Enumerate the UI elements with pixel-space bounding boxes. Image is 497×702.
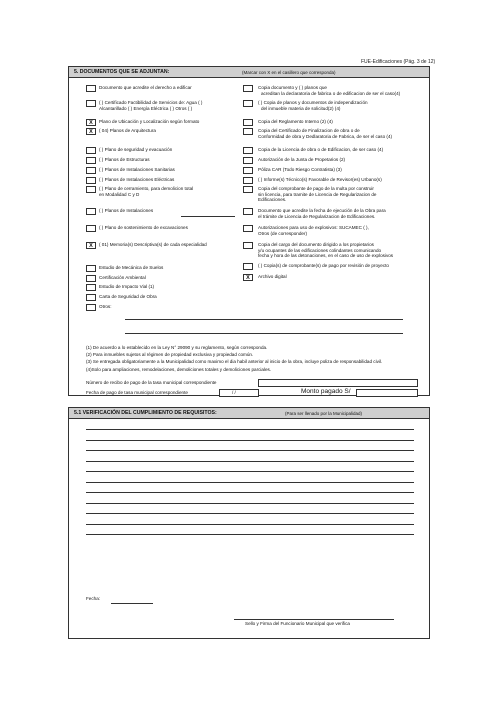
right-item-label: Copia del comprobante de pago de la multa por construir bbox=[258, 186, 374, 191]
right-checkbox[interactable] bbox=[243, 157, 253, 164]
right-checkbox[interactable] bbox=[243, 177, 253, 184]
footnote: (1) De acuerdo a lo establecido en la Ley N° 29090 y su reglamento, según corresponda. bbox=[86, 345, 268, 350]
left-checkbox[interactable] bbox=[86, 294, 96, 301]
left-item-label: ( 01) Memoria(s) Descriptiva(s) de cada especialidad bbox=[99, 242, 207, 247]
verification-line[interactable] bbox=[86, 429, 414, 430]
otros-line-1 bbox=[125, 319, 403, 320]
left-checkbox[interactable] bbox=[86, 275, 96, 282]
right-item-label: Documento que acredite la fecha de ejecución de la Obra para bbox=[258, 208, 386, 213]
section-5-documents bbox=[68, 66, 430, 396]
left-item-label: Estudio de Mecánica de Suelos bbox=[99, 265, 164, 270]
left-checkbox[interactable] bbox=[86, 225, 96, 232]
left-item-label: Alcantarillado ( ) Energía Eléctrica ( ) Otros ( ) bbox=[99, 105, 193, 111]
right-item-label: Autorizaciones para uso de explosivos: SUCAMEC ( ), bbox=[258, 225, 369, 230]
verification-line[interactable] bbox=[86, 440, 414, 441]
verification-line[interactable] bbox=[86, 503, 414, 504]
signature-line[interactable] bbox=[234, 619, 394, 620]
verification-line[interactable] bbox=[86, 513, 414, 514]
left-item-label: ( 04) Planos de Arquitectura bbox=[99, 128, 156, 133]
left-item-label: en Modalidad C y D bbox=[99, 191, 140, 197]
verification-line[interactable] bbox=[86, 450, 414, 451]
left-item-label: Certificación Ambiental bbox=[99, 275, 146, 280]
left-checkbox[interactable] bbox=[86, 265, 96, 272]
left-checkbox[interactable] bbox=[86, 304, 96, 311]
right-item-label: Copia del Certificado de Finalizacion de obra o de bbox=[258, 128, 360, 133]
right-checkbox[interactable] bbox=[243, 100, 253, 107]
fecha-line[interactable] bbox=[111, 603, 153, 604]
right-item-label: Copia del Reglamento Interno (2) (4) bbox=[258, 119, 333, 124]
verification-line[interactable] bbox=[86, 534, 414, 535]
right-item-label: sin licencia, para tramite de Licencia de Regularizacion de bbox=[258, 191, 377, 197]
payment-date-field[interactable] bbox=[219, 389, 259, 397]
right-checkbox[interactable] bbox=[243, 128, 253, 135]
payment-date-value: / / bbox=[232, 390, 236, 395]
left-item-label: Estudio de Impacto Vial (1) bbox=[99, 284, 155, 289]
right-item-label: Archivo digital bbox=[258, 274, 287, 279]
right-item-label: Conformidad de obra y Dedlaratoria de Fabrica, de ser el caso (4) bbox=[258, 133, 393, 139]
right-item-label: Copia de la Licencia de obra o de Edificacion, de ser caso (4) bbox=[258, 147, 384, 152]
right-checkbox[interactable] bbox=[243, 85, 253, 92]
left-item-label: ( ) Planos de Instalaciones bbox=[99, 208, 154, 213]
payment-date-label: Fecha de pago de tasa municipal correspondiente bbox=[86, 390, 188, 395]
page-label: FUE-Edificaciones (Pág. 3 de 12) bbox=[361, 59, 436, 65]
left-item-label: Otros: bbox=[99, 304, 112, 309]
section-5-1-header bbox=[69, 408, 429, 419]
right-checkbox[interactable]: X bbox=[243, 274, 253, 281]
left-item-label: Carta de Seguridad de Obra bbox=[99, 294, 157, 299]
verification-line[interactable] bbox=[86, 492, 414, 493]
verification-line[interactable] bbox=[86, 471, 414, 472]
left-checkbox[interactable] bbox=[86, 100, 96, 107]
left-item-label: Plano de Ubicación y Localización según formato bbox=[99, 119, 200, 124]
right-checkbox[interactable] bbox=[243, 208, 253, 215]
right-checkbox[interactable] bbox=[243, 147, 253, 154]
left-item-label: Documento que acredite el derecho a edificar bbox=[99, 85, 192, 90]
section-5-title: 5. DOCUMENTOS QUE SE ADJUNTAN: bbox=[74, 69, 170, 75]
instalaciones-blank-line[interactable] bbox=[181, 216, 235, 217]
right-item-label: y/u ocupantes de las edificaciones colindantes comunicando bbox=[258, 247, 382, 253]
footnote: (2) Para inmuebles sujetos al régimen de propiedad exclusiva y propiedad común. bbox=[86, 352, 254, 358]
left-checkbox[interactable]: X bbox=[86, 128, 96, 135]
receipt-label: Número de recibo de pago de la tasa municipal correspondiente bbox=[86, 380, 217, 385]
left-checkbox[interactable] bbox=[86, 85, 96, 92]
right-item-label: fecha y hora de las detonaciones, en el caso de uso de explosivos bbox=[258, 253, 394, 259]
right-item-label: Autorización de la Junta de Propetarios (2) bbox=[258, 157, 346, 162]
right-checkbox[interactable] bbox=[243, 186, 253, 193]
left-checkbox[interactable] bbox=[86, 157, 96, 164]
footnote: (3) Se entregada obligatoriamente a la Municipalidad como maximo el dia habil anterior al inicio de la obra, incluye poliza de responsabilidad civil. bbox=[86, 359, 383, 365]
otros-line-2 bbox=[125, 333, 403, 334]
left-checkbox[interactable] bbox=[86, 177, 96, 184]
right-item-label: del inmueble materia de solicitud(2) (4) bbox=[261, 105, 341, 111]
section-5-note: (Marcar con X en el casillero que corresponda) bbox=[242, 69, 336, 75]
left-item-label: ( ) Certificado Factibilidad de Servicios de: Agua ( ) bbox=[99, 100, 203, 105]
right-item-label: acreditan la declaratoria de fabrica o de edificacion de ser el caso(4) bbox=[261, 90, 401, 96]
right-item-label: Edificaciones. bbox=[258, 197, 287, 203]
left-checkbox[interactable] bbox=[86, 208, 96, 215]
right-item-label: Otros (de corresponder) bbox=[258, 230, 308, 236]
amount-paid-label: Monto pagado S/ bbox=[301, 388, 351, 395]
footnote: (4)Solo para ampliaciones, remodelaciones, demoliciones totales y demoliciones parciales. bbox=[86, 366, 272, 372]
section-5-1-note: (Para ser llenado por la Municipalidad) bbox=[285, 410, 363, 416]
left-item-label: ( ) Planos de Instalaciones Eléctricas bbox=[99, 177, 175, 182]
right-item-label: ( ) Informe(s) Técnico(s) Favorable de Revisor(es) Urbano(s) bbox=[258, 177, 382, 182]
right-item-label: ( ) Copia(s) de comprobante(s) de pago por revisión de proyecto bbox=[258, 263, 389, 268]
left-item-label: ( ) Planos de Instalaciones Sanitarias bbox=[99, 167, 175, 172]
left-checkbox[interactable] bbox=[86, 147, 96, 154]
signature-label: Sello y Firma del Funcionario Municipal que verifica bbox=[245, 621, 350, 626]
left-item-label: ( ) Planos de Estructuras bbox=[99, 157, 150, 162]
right-item-label: Copia documento y ( ) planos que bbox=[258, 85, 327, 90]
left-item-label: ( ) Plano de sostenimiento de excavaciones bbox=[99, 225, 188, 230]
right-checkbox[interactable] bbox=[243, 242, 253, 249]
right-item-label: Copia del cargo del documento dirigido a los propietarios bbox=[258, 242, 374, 247]
left-item-label: ( ) Plano de cerramiento, para demolicion total bbox=[99, 186, 194, 191]
right-checkbox[interactable] bbox=[243, 119, 253, 126]
right-checkbox[interactable] bbox=[243, 263, 253, 270]
left-item-label: ( ) Plano de seguridad y evacuación bbox=[99, 147, 173, 152]
right-item-label: el trámite de Licencia de Regularizacion de Edificaciones. bbox=[258, 213, 376, 219]
section-5-1-title: 5.1 VERIFICACIÓN DEL CUMPLIMIENTO DE REQUISITOS: bbox=[74, 410, 217, 416]
verification-line[interactable] bbox=[86, 461, 414, 462]
right-checkbox[interactable] bbox=[243, 167, 253, 174]
verification-line[interactable] bbox=[86, 524, 414, 525]
right-item-label: Póliza CAR (Todo Riesgo Contratista) (3) bbox=[258, 167, 342, 172]
section-5-1-verification bbox=[68, 407, 430, 639]
amount-paid-field[interactable] bbox=[356, 389, 418, 397]
verification-line[interactable] bbox=[86, 482, 414, 483]
right-checkbox[interactable] bbox=[243, 225, 253, 232]
left-checkbox[interactable] bbox=[86, 284, 96, 291]
left-checkbox[interactable] bbox=[86, 186, 96, 193]
left-checkbox[interactable] bbox=[86, 167, 96, 174]
receipt-number-field[interactable] bbox=[258, 379, 418, 387]
fecha-label: Fecha: bbox=[86, 596, 101, 601]
right-item-label: ( ) Copia de planos y documentos de independización bbox=[258, 100, 368, 105]
left-checkbox[interactable]: X bbox=[86, 242, 96, 249]
section-5-header bbox=[69, 67, 429, 78]
left-checkbox[interactable]: X bbox=[86, 119, 96, 126]
